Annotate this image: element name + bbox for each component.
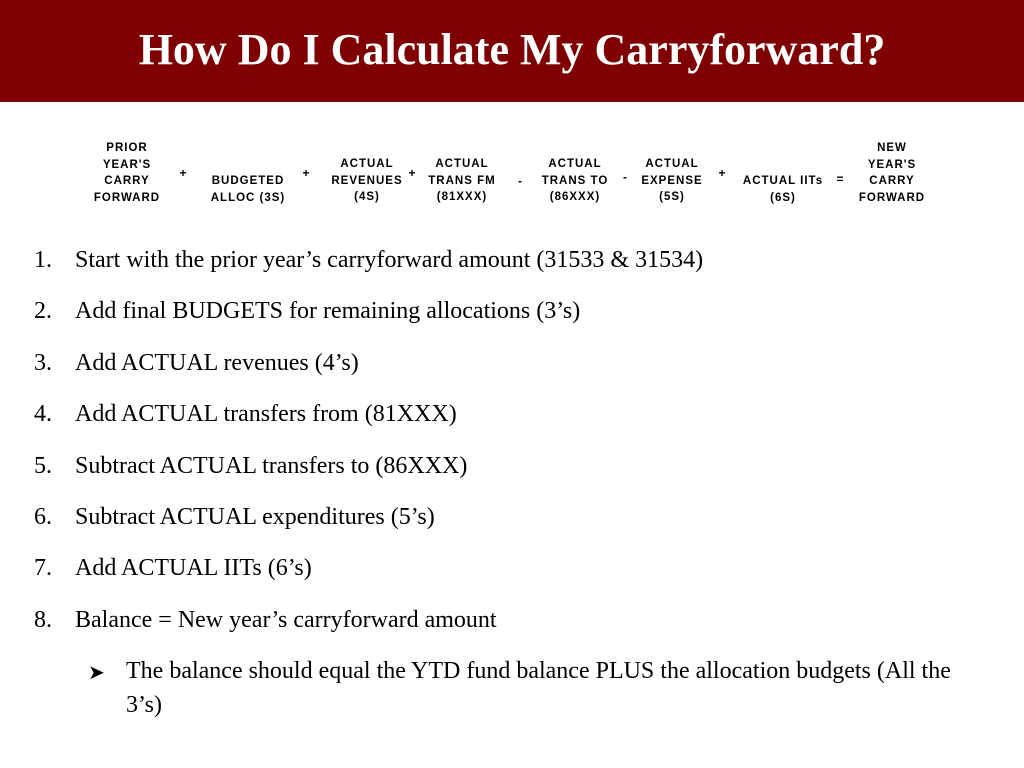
list-item bbox=[0, 244, 1024, 295]
title-bar bbox=[0, 0, 1024, 102]
list-item bbox=[0, 501, 1024, 552]
step-number: 3. bbox=[34, 349, 52, 376]
list-item bbox=[0, 450, 1024, 501]
term-prior-years-carry-forward: PRIOR YEAR'S CARRY FORWARD bbox=[93, 142, 161, 204]
term-actual-trans-fm: ACTUAL TRANS FM (81XXX) bbox=[428, 158, 496, 203]
list-item bbox=[0, 552, 1024, 603]
term-budgeted-alloc: BUDGETED ALLOC (3S) bbox=[210, 175, 286, 204]
step-number: 1. bbox=[34, 247, 52, 273]
operator-minus: - bbox=[623, 170, 627, 184]
operator-plus: + bbox=[179, 166, 187, 180]
step-number: 7. bbox=[34, 555, 52, 582]
step-text: Subtract ACTUAL expenditures (5’s) bbox=[75, 503, 435, 530]
operator-minus: - bbox=[518, 174, 522, 188]
arrow-bullet-icon: ➤ bbox=[88, 660, 105, 684]
term-actual-expense: ACTUAL EXPENSE (5S) bbox=[641, 158, 703, 203]
step-text: Add final BUDGETS for remaining allocations (3’s) bbox=[75, 298, 581, 325]
term-new-years-carry-forward: NEW YEAR'S CARRY FORWARD bbox=[858, 142, 926, 204]
step-text: Start with the prior year’s carryforward amount (31533 & 31534) bbox=[75, 247, 704, 273]
step-text: Balance = New year’s carryforward amount bbox=[75, 606, 497, 633]
slide-title: How Do I Calculate My Carryforward? bbox=[138, 25, 886, 74]
list-item bbox=[0, 295, 1024, 346]
step-number: 5. bbox=[34, 452, 52, 479]
term-actual-iits: ACTUAL IITs (6S) bbox=[742, 175, 824, 204]
carryforward-equation bbox=[0, 130, 1024, 220]
operator-plus: + bbox=[302, 166, 310, 180]
step-text: Subtract ACTUAL transfers to (86XXX) bbox=[75, 452, 468, 479]
term-actual-revenues: ACTUAL REVENUES (4S) bbox=[331, 158, 403, 203]
step-number: 4. bbox=[34, 401, 52, 428]
step-text: Add ACTUAL IITs (6’s) bbox=[75, 555, 312, 582]
step-text: Add ACTUAL transfers from (81XXX) bbox=[75, 401, 457, 428]
operator-plus: + bbox=[718, 166, 726, 180]
step-text: Add ACTUAL revenues (4’s) bbox=[75, 349, 359, 376]
operator-plus: + bbox=[408, 166, 416, 180]
list-item bbox=[0, 604, 1024, 655]
step-number: 8. bbox=[34, 606, 52, 633]
steps-list bbox=[0, 244, 1024, 655]
operator-equals: = bbox=[836, 172, 844, 186]
list-item bbox=[0, 398, 1024, 449]
term-actual-trans-to: ACTUAL TRANS TO (86XXX) bbox=[541, 158, 609, 203]
list-item bbox=[0, 347, 1024, 398]
step-number: 6. bbox=[34, 503, 52, 530]
step-number: 2. bbox=[34, 298, 52, 325]
sub-bullet-text: The balance should equal the YTD fund balance PLUS the allocation budgets (All the 3’s) bbox=[126, 658, 951, 718]
